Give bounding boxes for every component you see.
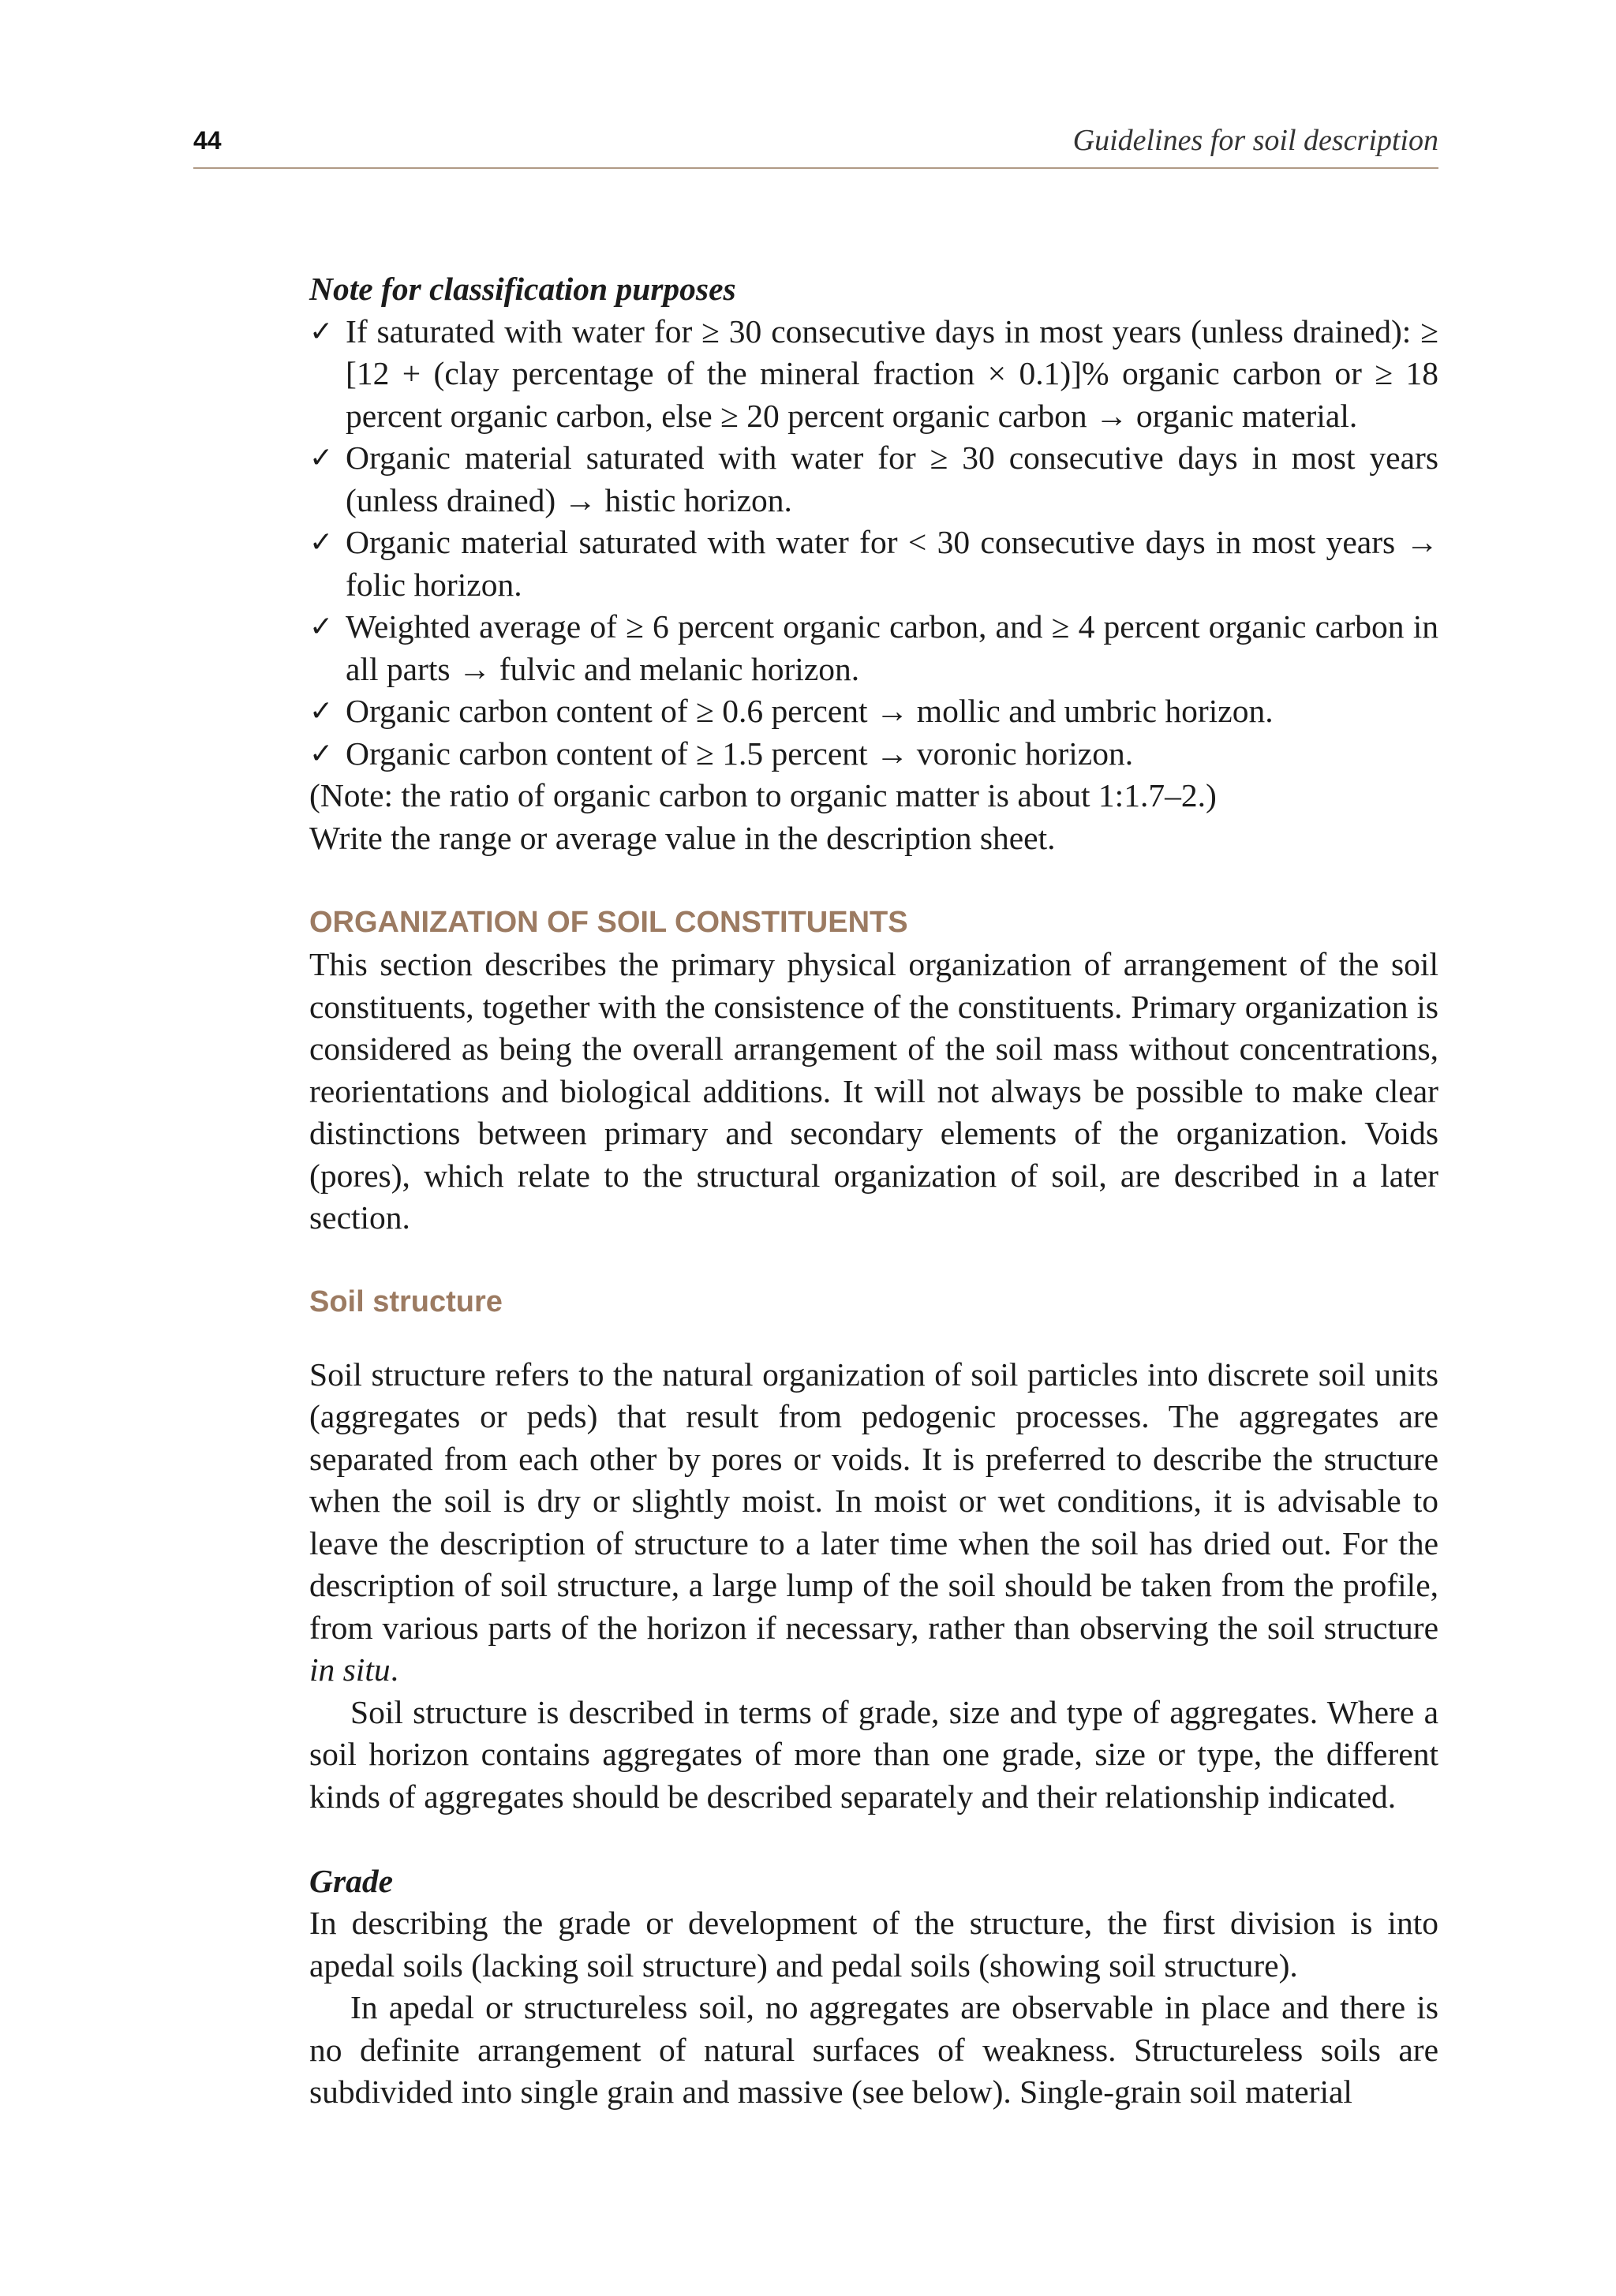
- checkmark-icon: ✓: [309, 611, 334, 643]
- grade-paragraph-1: In describing the grade or development of the structure, the first division is into apedal soils (lacking soil structure) and pedal soils (showing soil structure).: [309, 1905, 1438, 1984]
- checkmark-icon: ✓: [309, 737, 334, 770]
- checkmark-icon: ✓: [309, 526, 334, 559]
- page-header: [193, 118, 1438, 169]
- running-title: Guidelines for soil description: [1072, 124, 1438, 157]
- note-title: Note for classification purposes: [309, 271, 736, 307]
- checklist-item-text: If saturated with water for ≥ 30 consecutive days in most years (unless drained): ≥ [12 + (clay percentage of the mineral fraction × 0.1)]% organic carbon or ≥ 18 percent organic carbon, else ≥ 20 percent organic carbon → organic material.: [346, 312, 1438, 434]
- organization-paragraph: This section describes the primary physical organization of arrangement of the soil constituents, together with the consistence of the constituents. Primary organization is considered as being the overall arrangement of the soil mass without concentrations, reorientations and biological additions. It will not always be possible to make clear distinctions between primary and secondary elements of the organization. Voids (pores), which relate to the structural organization of soil, are described in a later section.: [309, 946, 1438, 1236]
- checklist-item-text: Organic material saturated with water for < 30 consecutive days in most years → folic horizon.: [346, 524, 1438, 603]
- checkmark-icon: ✓: [309, 315, 334, 348]
- soil-structure-paragraph-1: [309, 1354, 1438, 1692]
- description-instruction: Write the range or average value in the description sheet.: [309, 819, 1056, 856]
- ratio-note: (Note: the ratio of organic carbon to organic matter is about 1:1.7–2.): [309, 777, 1217, 813]
- grade-paragraph-2: In apedal or structureless soil, no aggregates are observable in place and there is no definite arrangement of natural surfaces of weakness. Structureless soils are subdivided into single grain and massive (see below). Single-grain soil material: [309, 1989, 1438, 2110]
- checklist-item-text: Organic carbon content of ≥ 0.6 percent → mollic and umbric horizon.: [346, 693, 1274, 729]
- in-situ-term: in situ: [309, 1651, 391, 1688]
- checklist-item: [309, 311, 1438, 438]
- page-content: [309, 268, 1438, 2114]
- checklist-item: [309, 690, 1438, 733]
- page-number: 44: [193, 126, 222, 155]
- checklist-item: [309, 522, 1438, 606]
- classification-checklist: [309, 311, 1438, 776]
- soil-structure-paragraph-1-text: Soil structure refers to the natural organization of soil particles into discrete soil units (aggregates or peds) that result from pedogenic processes. The aggregates are separated from each other by pores or voids. It is preferred to describe the structure when the soil is dry or slightly moist. In moist or wet conditions, it is advisable to leave the description of structure to a later time when the soil has dried out. For the description of soil structure, a large lump of the soil should be taken from the profile, from various parts of the horizon if necessary, rather than observing the soil structure: [309, 1356, 1438, 1646]
- checklist-item: [309, 437, 1438, 522]
- checklist-item: [309, 606, 1438, 690]
- checklist-item-text: Weighted average of ≥ 6 percent organic carbon, and ≥ 4 percent organic carbon in all parts → fulvic and melanic horizon.: [346, 608, 1438, 687]
- soil-structure-paragraph-2: Soil structure is described in terms of grade, size and type of aggregates. Where a soil horizon contains aggregates of more than one grade, size or type, the different kinds of aggregates should be described separately and their relationship indicated.: [309, 1693, 1438, 1815]
- subheading-soil-structure: Soil structure: [309, 1285, 503, 1318]
- checkmark-icon: ✓: [309, 695, 334, 727]
- subheading-grade: Grade: [309, 1862, 394, 1899]
- checklist-item: [309, 733, 1438, 776]
- checklist-item-text: Organic carbon content of ≥ 1.5 percent → voronic horizon.: [346, 735, 1134, 772]
- soil-structure-paragraph-1-end: .: [390, 1651, 398, 1688]
- section-heading-organization: ORGANIZATION OF SOIL CONSTITUENTS: [309, 905, 908, 939]
- checkmark-icon: ✓: [309, 442, 334, 474]
- checklist-item-text: Organic material saturated with water for ≥ 30 consecutive days in most years (unless drained) → histic horizon.: [346, 439, 1438, 518]
